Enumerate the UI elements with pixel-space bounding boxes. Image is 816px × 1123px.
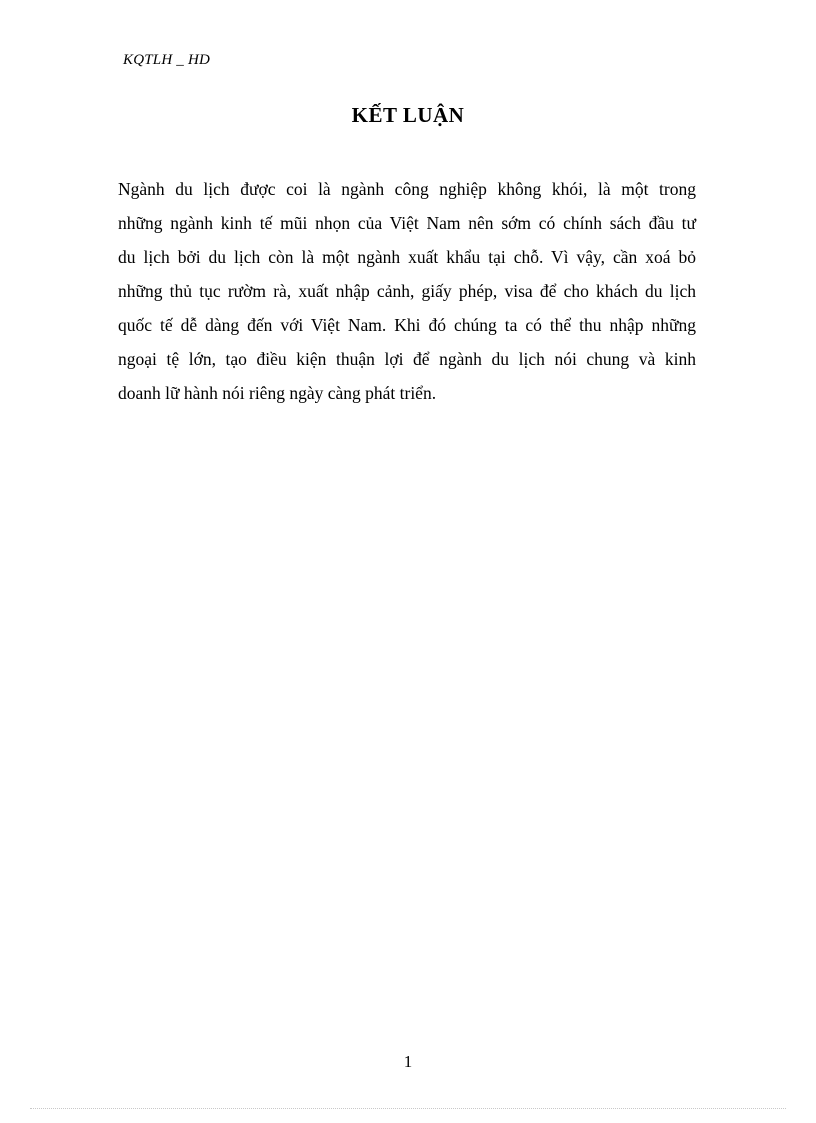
conclusion-paragraph bbox=[118, 172, 696, 410]
section-title: KẾT LUẬN bbox=[351, 103, 465, 127]
footer-divider bbox=[30, 1108, 786, 1109]
running-header: KQTLH _ HD bbox=[123, 52, 211, 68]
paragraph-line: doanh lữ hành nói riêng ngày càng phát triển. bbox=[118, 383, 437, 403]
page-number: 1 bbox=[403, 1052, 413, 1071]
paragraph-line: những ngành kinh tế mũi nhọn của Việt Nam nên sớm có chính sách đầu tư bbox=[118, 213, 696, 233]
paragraph-line: những thủ tục rườm rà, xuất nhập cảnh, giấy phép, visa để cho khách du lịch bbox=[118, 281, 696, 301]
paragraph-line: Ngành du lịch được coi là ngành công nghiệp không khói, là một trong bbox=[118, 179, 696, 199]
paragraph-line: du lịch bởi du lịch còn là một ngành xuất khẩu tại chỗ. Vì vậy, cần xoá bỏ bbox=[118, 247, 696, 267]
paragraph-line: ngoại tệ lớn, tạo điều kiện thuận lợi để ngành du lịch nói chung và kinh bbox=[118, 349, 696, 369]
paragraph-line: quốc tế dễ dàng đến với Việt Nam. Khi đó chúng ta có thể thu nhập những bbox=[118, 315, 696, 335]
